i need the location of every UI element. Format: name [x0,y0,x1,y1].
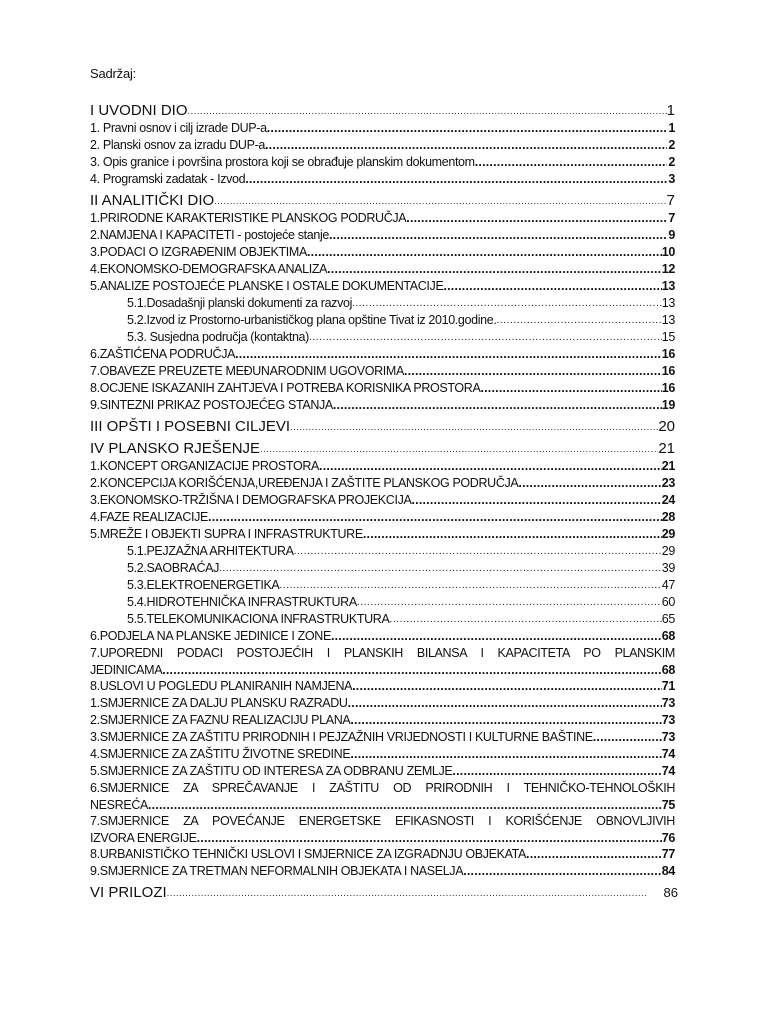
toc-entry-label-continued: IZVORA ENERGIJE [90,831,197,845]
toc-entry[interactable] [90,594,675,611]
toc-leader-dots [245,171,667,188]
toc-leader-dots [480,380,661,397]
toc-entry-label: 2.KONCEPCIJA KORIŠĆENJA,UREĐENJA I ZAŠTITE PLANSKOG PODRUČJA [90,476,519,490]
toc-entry-label-continued: NESREĆA [90,798,148,812]
toc-entry[interactable] [90,210,675,227]
toc-entry-page: 77 [661,847,675,861]
toc-entry-page: 73 [661,696,675,710]
toc-entry[interactable] [90,628,675,645]
toc-entry-label: 5.MREŽE I OBJEKTI SUPRA I INFRASTRUKTURE [90,527,363,541]
toc-entry-label: 8.USLOVI U POGLEDU PLANIRANIH NAMJENA [90,679,353,693]
toc-entry-label: 7.OBAVEZE PREUZETE MEĐUNARODNIM UGOVORIMA [90,364,404,378]
toc-leader-dots [463,863,662,880]
toc-leader-dots [333,397,662,414]
toc-entry[interactable] [90,346,675,363]
toc-leader-dots [219,559,662,577]
toc-entry-label: 5.4.HIDROTEHNIČKA INFRASTRUKTURA [127,595,357,609]
toc-entry-page: 13 [661,296,675,310]
toc-entry-page: 12 [661,262,675,276]
toc-entry[interactable] [90,678,675,695]
toc-entry[interactable] [90,492,675,509]
toc-leader-dots [475,154,667,171]
toc-entry-label: 9.SINTEZNI PRIKAZ POSTOJEĆEG STANJA [90,398,333,412]
toc-entry-label: 1.PRIRODNE KARAKTERISTIKE PLANSKOG PODRUČJA [90,211,407,225]
toc-leader-dots [214,191,666,210]
toc-entry[interactable] [90,813,675,846]
toc-entry-page: 16 [661,364,675,378]
toc-entry-label: 3.PODACI O IZGRAĐENIM OBJEKTIMA [90,245,307,259]
toc-entry-page: 13 [661,313,675,327]
toc-entry-label: 5.2.Izvod iz Prostorno-urbanističkog plana opštine Tivat iz 2010.godine. [127,313,497,327]
toc-leader-dots [265,137,667,154]
toc-title: Sadržaj: [90,66,137,81]
toc-leader-dots [197,830,662,846]
toc-entry[interactable] [90,171,675,188]
toc-entry-label: 6.ZAŠTIĆENA PODRUČJA [90,347,236,361]
toc-leader-dots [496,311,661,329]
toc-entry-page: 21 [661,459,675,473]
toc-entry[interactable] [90,577,675,594]
toc-entry-label: 5.1.Dosadašnji planski dokumenti za razvoj [127,296,353,310]
toc-entry-page: 7 [668,211,675,225]
toc-entry-page: 75 [661,798,675,812]
toc-leader-dots [267,120,667,137]
toc-entry-label: IV PLANSKO RJEŠENJE [90,440,261,457]
toc-entry[interactable] [90,846,675,863]
toc-leader-dots [148,797,662,813]
toc-entry-label: 4.EKONOMSKO-DEMOGRAFSKA ANALIZA [90,262,328,276]
toc-entry[interactable] [90,329,675,346]
toc-entry-page: 73 [661,713,675,727]
toc-entry-label: 5.2.SAOBRAĆAJ [127,561,220,575]
toc-entry[interactable] [90,560,675,577]
toc-entry-label: 8.URBANISTIČKO TEHNIČKI USLOVI I SMJERNICE ZA IZGRADNJU OBJEKATA [90,847,527,861]
toc-leader-dots [411,492,661,509]
toc-entry[interactable] [90,227,675,244]
toc-entry-label: 7.UPOREDNI PODACI POSTOJEĆIH I PLANSKIH BILANSA I KAPACITETA PO PLANSKIM [90,646,675,660]
toc-entry[interactable] [90,526,675,543]
toc-entry-page: 29 [661,544,675,558]
toc-leader-dots [404,363,662,380]
toc-entry[interactable] [90,312,675,329]
toc-entry[interactable] [90,863,675,880]
toc-entry[interactable] [90,645,675,678]
toc-leader-dots [331,628,662,645]
toc-leader-dots [319,458,662,475]
toc-entry[interactable] [90,611,675,628]
toc-entry-label: 9.SMJERNICE ZA TRETMAN NEFORMALNIH OBJEKATA I NASELJA [90,864,464,878]
toc-entry[interactable] [90,729,675,746]
toc-leader-dots [307,244,662,261]
toc-leader-dots [350,746,661,763]
toc-leader-dots [363,526,662,543]
toc-entry-label: 1.KONCEPT ORGANIZACIJE PROSTORA [90,459,320,473]
toc-entry-page: 73 [661,730,675,744]
toc-entry-page: 2 [668,155,675,169]
toc-entry-page: 76 [661,831,675,845]
toc-entry-label: 5.ANALIZE POSTOJEĆE PLANSKE I OSTALE DOKUMENTACIJE [90,279,444,293]
toc-entry-label: 4.SMJERNICE ZA ZAŠTITU ŽIVOTNE SREDINE [90,747,351,761]
toc-entry-page: 7 [666,192,675,209]
toc-entry-label: 3. Opis granice i površina prostora koji se obrađuje planskim dokumentom [90,155,475,169]
toc-entry-label: 5.3. Susjedna područja (kontaktna) [127,330,309,344]
toc-leader-dots [327,261,662,278]
toc-entry[interactable] [90,397,675,414]
toc-leader-dots [329,227,667,244]
toc-entry-label: 2.NAMJENA I KAPACITETI - postojeće stanje [90,228,329,242]
toc-leader-dots [188,101,667,120]
toc-entry-label: 5.3.ELEKTROENERGETIKA [127,578,280,592]
toc-leader-dots [279,576,661,594]
toc-entry-label: VI PRILOZI [90,884,167,901]
toc-entry-page: 3 [668,172,675,186]
toc-entry-label: 5.1.PEJZAŽNA ARHITEKTURA [127,544,294,558]
toc-entry-page: 24 [661,493,675,507]
toc-entry-page: 20 [658,418,675,435]
toc-entry-page: 28 [661,510,675,524]
toc-entry[interactable] [90,543,675,560]
toc-leader-dots [357,593,662,611]
toc-entry-page: 68 [661,629,675,643]
toc-entry-page: 13 [661,279,675,293]
toc-entry[interactable] [90,295,675,312]
toc-leader-dots [352,294,662,312]
toc-leader-dots [352,678,662,695]
toc-entry[interactable] [90,884,678,902]
toc-entry-page: 21 [658,440,675,457]
toc-entry[interactable] [90,244,675,261]
toc-entry[interactable] [90,192,675,210]
toc-entry-page: 74 [661,747,675,761]
toc-entry[interactable] [90,475,675,492]
toc-entry-label: II ANALITIČKI DIO [90,192,215,209]
toc-leader-dots [350,712,661,729]
toc-leader-dots [260,439,658,458]
toc-entry[interactable] [90,509,675,526]
toc-entry[interactable] [90,137,675,154]
toc-leader-dots [406,210,667,227]
toc-entry[interactable] [90,763,675,780]
toc-entry-label: 7.SMJERNICE ZA POVEĆANJE ENERGETSKE EFIKASNOSTI I KORIŠĆENJE OBNOVLJIVIH [90,814,675,828]
toc-leader-dots [518,475,661,492]
toc-entry[interactable] [90,363,675,380]
toc-entry-label: 6.SMJERNICE ZA SPREČAVANJE I ZAŠTITU OD PRIRODNIH I TEHNIČKO-TEHNOLOŠKIH [90,781,675,795]
toc-entry-page: 60 [661,595,675,609]
toc-entry-page: 2 [668,138,675,152]
toc-entry[interactable] [90,695,675,712]
toc-entry-page: 29 [661,527,675,541]
toc-entry-page: 1 [666,102,675,119]
toc-entry[interactable] [90,261,675,278]
toc-leader-dots [443,278,661,295]
toc-entry-label: 4.FAZE REALIZACIJE [90,510,209,524]
toc-leader-dots [309,328,662,346]
toc-entry-page: 15 [661,330,675,344]
toc-entry-page: 47 [661,578,675,592]
toc-entry-page: 65 [661,612,675,626]
toc-entry-label: 5.SMJERNICE ZA ZAŠTITU OD INTERESA ZA ODBRANU ZEMLJE [90,764,453,778]
toc-entry[interactable] [90,440,675,458]
toc-entry-label: 8.OCJENE ISKAZANIH ZAHTJEVA I POTREBA KORISNIKA PROSTORA [90,381,481,395]
toc-leader-dots [167,883,646,902]
toc-entry-label: 5.5.TELEKOMUNIKACIONA INFRASTRUKTURA [127,612,390,626]
toc-entry[interactable] [90,102,675,120]
toc-entry-label: 3.SMJERNICE ZA ZAŠTITU PRIRODNIH I PEJZAŽNIH VRIJEDNOSTI I KULTURNE BAŠTINE [90,730,593,744]
toc-entry-label: 2.SMJERNICE ZA FAZNU REALIZACIJU PLANA [90,713,351,727]
toc-leader-dots [294,542,662,560]
toc-entry-page: 84 [661,864,675,878]
toc-entry[interactable] [90,712,675,729]
toc-leader-dots [389,610,661,628]
table-of-contents [90,102,678,902]
toc-entry-page: 10 [661,245,675,259]
toc-entry-page: 23 [661,476,675,490]
toc-leader-dots [593,729,662,746]
toc-leader-dots [208,509,662,526]
toc-entry-page: 71 [661,679,675,693]
toc-entry[interactable] [90,418,675,436]
toc-entry[interactable] [90,780,675,813]
toc-entry-label: 4. Programski zadatak - Izvod [90,172,246,186]
toc-entry-page: 16 [661,347,675,361]
toc-entry-label: III OPŠTI I POSEBNI CILJEVI [90,418,291,435]
toc-entry-label: 1.SMJERNICE ZA DALJU PLANSKU RAZRADU [90,696,348,710]
toc-leader-dots [348,695,662,712]
toc-entry-page: 1 [668,121,675,135]
toc-leader-dots [235,346,662,363]
toc-entry-label: 1. Pravni osnov i cilj izrade DUP-a [90,121,267,135]
toc-entry-page: 68 [661,663,675,677]
toc-entry[interactable] [90,380,675,397]
toc-entry[interactable] [90,278,675,295]
toc-entry-page: 19 [661,398,675,412]
toc-leader-dots [162,662,662,678]
toc-entry-page: 16 [661,381,675,395]
toc-entry-label: I UVODNI DIO [90,102,188,119]
toc-entry-page: 74 [661,764,675,778]
toc-entry-label: 2. Planski osnov za izradu DUP-a [90,138,265,152]
toc-leader-dots [452,763,661,780]
toc-entry-label: 6.PODJELA NA PLANSKE JEDINICE I ZONE [90,629,331,643]
toc-leader-dots [526,846,662,863]
toc-entry[interactable] [90,458,675,475]
toc-entry-page: 39 [661,561,675,575]
toc-entry[interactable] [90,154,675,171]
toc-entry[interactable] [90,746,675,763]
toc-entry[interactable] [90,120,675,137]
toc-entry-label: 3.EKONOMSKO-TRŽIŠNA I DEMOGRAFSKA PROJEKCIJA [90,493,412,507]
toc-entry-label-continued: JEDINICAMA [90,663,163,677]
toc-entry-page: 9 [668,228,675,242]
toc-entry-page: 86 [663,885,678,900]
toc-leader-dots [290,417,658,436]
